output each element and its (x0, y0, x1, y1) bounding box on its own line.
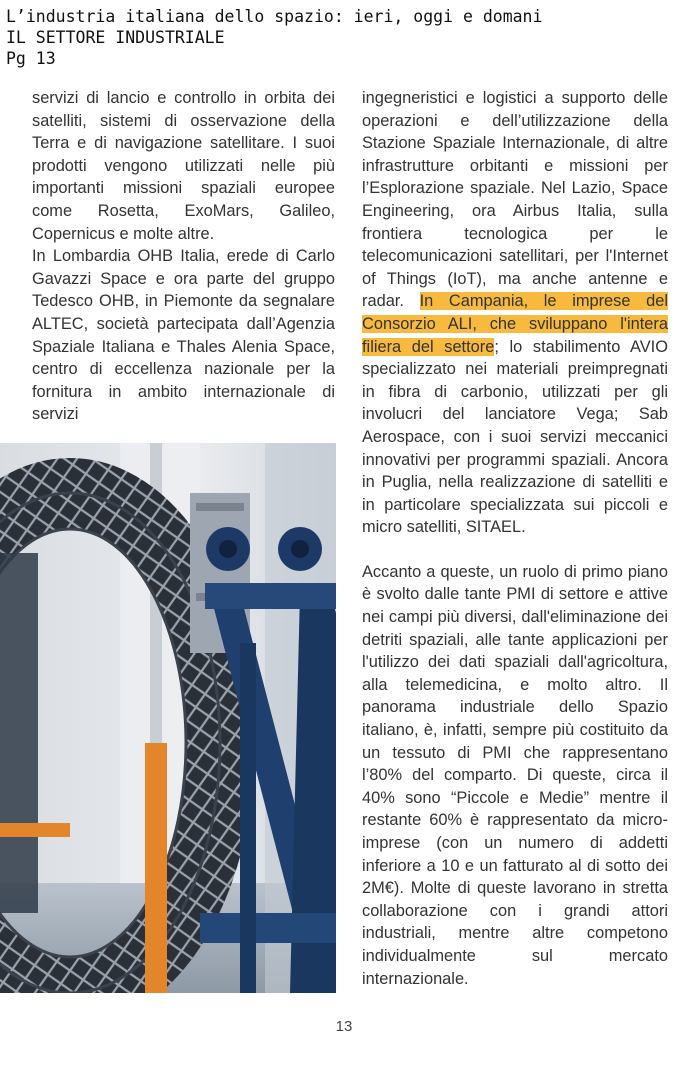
highlighted-text: In Campania, le imprese del Consorzio ALI, che sviluppano l'intera filiera del settore (362, 292, 669, 356)
left-paragraph-2: In Lombardia OHB Italia, erede di Carlo Gavazzi Space e ora parte del gruppo Tedesco OHB, in Piemonte da segnalare ALTEC, società partecipata dall’Agenzia Spaziale Italiana e Thales Alenia Space, centro di eccellenza nazionale per la fornitura in ambito internazionale di servizi (32, 247, 335, 424)
right-paragraph-1-start: ingegneristici e logistici a supporto delle operazioni e dell’utilizzazione della Stazione Spaziale Internazionale, di altre infrastrutture orbitanti e missioni per l’Esplorazione spaziale. Nel Lazio, Space Engineering, ora Airbus Italia, sulla frontiera tecnologica per le telecomunicazioni satellitari, per l'Internet of Things (IoT), ma anche antenne e radar. (362, 89, 668, 311)
right-paragraph-1 (362, 87, 668, 539)
page-number: 13 (335, 1018, 353, 1035)
page-header (6, 6, 542, 69)
left-paragraph-1: servizi di lancio e controllo in orbita dei satelliti, sistemi di osservazione della Terra e di navigazione satellitare. I suoi prodotti vengono utilizzati nelle più importanti missioni spaziali europee come Rosetta, ExoMars, Galileo, Copernicus e molte altre. (32, 89, 335, 243)
right-column (362, 87, 668, 990)
right-paragraph-1-end: ; lo stabilimento AVIO specializzato nei materiali preimpregnati in fibra di carbonio, utilizzati per gli involucri del lanciatore Vega; Sab Aerospace, con i suoi servizi meccanici innovativi per programmi spaziali. Ancora in Puglia, nella realizzazione di satelliti e in particolare specializzata sui piccoli e micro satelliti, SITAEL. (362, 337, 668, 537)
satellite-structure-photo (0, 443, 336, 993)
document-title: L’industria italiana dello spazio: ieri, oggi e domani (6, 7, 543, 26)
section-title: IL SETTORE INDUSTRIALE (6, 28, 225, 47)
page-label: Pg 13 (6, 49, 56, 68)
left-column (32, 87, 335, 426)
right-paragraph-2: Accanto a queste, un ruolo di primo piano è svolto dalle tante PMI di settore e attive nei campi più diversi, dall'eliminazione dei detriti spaziali, alle tante applicazioni per l'utilizzo dei dati spaziali dall'agricoltura, alla telemedicina, e molto altro. Il panorama industriale dello Spazio italiano, è, infatti, sempre più costituito da un tessuto di PMI che rappresentano l’80% del comparto. Di queste, circa il 40% sono “Piccole e Medie” mentre il restante 60% è rappresentato da micro-imprese (con un numero di addetti inferiore a 10 e un fatturato al di sotto dei 2M€). Molte di queste lavorano in stretta collaborazione con i grandi attori industriali, mentre altre competono individualmente sul mercato internazionale. (362, 562, 668, 988)
